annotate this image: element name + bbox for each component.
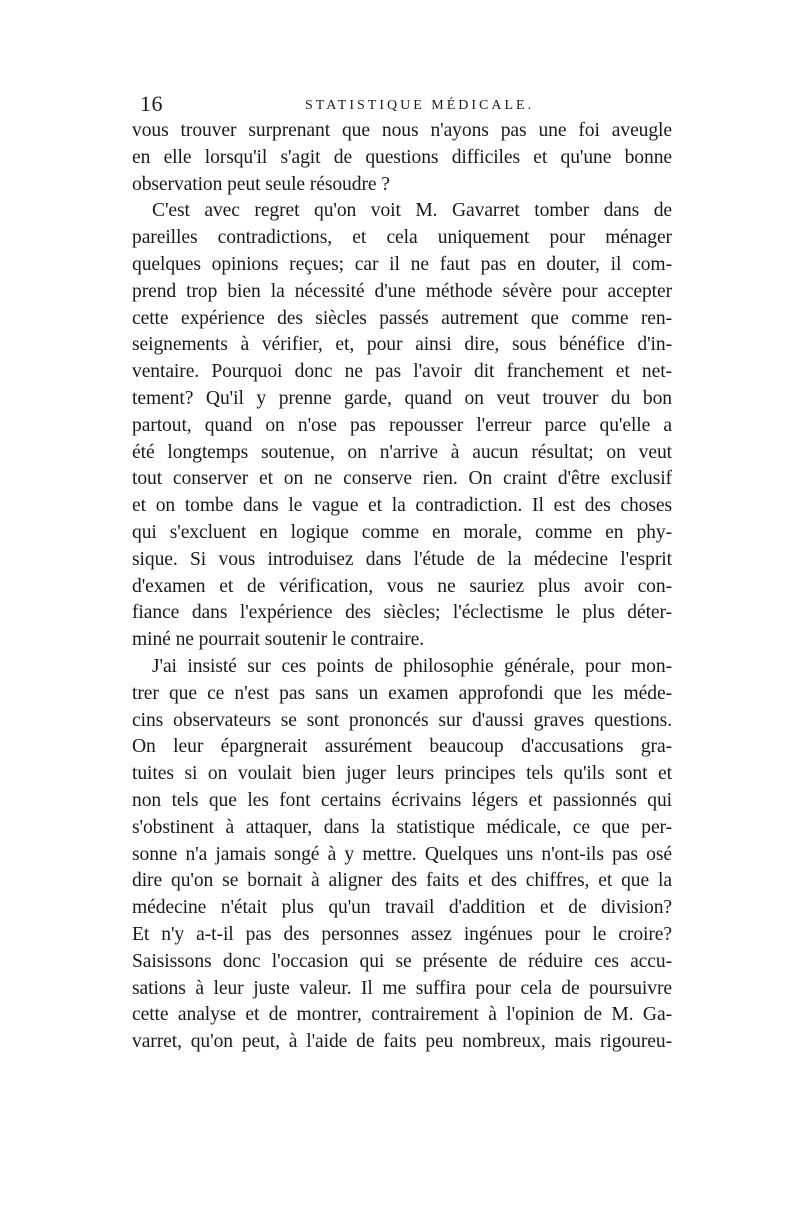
page-number: 16: [140, 91, 163, 116]
text-line: seignements à vérifier, et, pour ainsi dire, sous bénéfice d'in-: [132, 334, 672, 356]
text-line: On leur épargnerait assurément beaucoup d'accusations gra-: [132, 736, 672, 758]
text-line: sique. Si vous introduisez dans l'étude de la médecine l'esprit: [132, 548, 672, 570]
text-line: partout, quand on n'ose pas repousser l'erreur parce qu'elle a: [132, 414, 672, 436]
text-line: sations à leur juste valeur. Il me suffira pour cela de poursuivre: [132, 977, 672, 999]
text-line: ventaire. Pourquoi donc ne pas l'avoir dit franchement et net-: [132, 361, 672, 383]
body-text: [132, 118, 672, 1056]
text-line: qui s'excluent en logique comme en morale, comme en phy-: [132, 521, 672, 543]
text-line: et on tombe dans le vague et la contradiction. Il est des choses: [132, 495, 672, 517]
text-line: tout conserver et on ne conserve rien. On craint d'être exclusif: [132, 468, 672, 490]
text-line: en elle lorsqu'il s'agit de questions difficiles et qu'une bonne: [132, 146, 672, 168]
text-line: d'examen et de vérification, vous ne sauriez plus avoir con-: [132, 575, 672, 597]
text-line: vous trouver surprenant que nous n'ayons pas une foi aveugle: [132, 120, 672, 141]
text-line: tuites si on voulait bien juger leurs principes tels qu'ils sont et: [132, 763, 672, 785]
text-line: cette analyse et de montrer, contrairement à l'opinion de M. Ga-: [132, 1004, 672, 1026]
text-line: été longtemps soutenue, on n'arrive à aucun résultat; on veut: [132, 441, 672, 463]
text-line: Saisissons donc l'occasion qui se présente de réduire ces accu-: [132, 950, 672, 972]
text-line: cins observateurs se sont prononcés sur d'aussi graves questions.: [132, 709, 672, 731]
running-title: STATISTIQUE MÉDICALE.: [305, 98, 535, 113]
text-line: observation peut seule résoudre ?: [132, 173, 390, 195]
text-line: Et n'y a-t-il pas des personnes assez ingénues pour le croire?: [132, 923, 672, 945]
text-line: s'obstinent à attaquer, dans la statistique médicale, ce que per-: [132, 816, 672, 838]
text-line: prend trop bien la nécessité d'une méthode sévère pour accepter: [132, 280, 672, 302]
text-line: fiance dans l'expérience des siècles; l'éclectisme le plus déter-: [132, 602, 672, 624]
text-line: cette expérience des siècles passés autrement que comme ren-: [132, 307, 672, 329]
paragraph-start-line: J'ai insisté sur ces points de philosophie générale, pour mon-: [152, 655, 672, 677]
running-head: [130, 92, 672, 116]
text-line: varret, qu'on peut, à l'aide de faits peu nombreux, mais rigoureu-: [132, 1031, 672, 1053]
text-line: tement? Qu'il y prenne garde, quand on veut trouver du bon: [132, 387, 672, 409]
text-line: médecine n'était plus qu'un travail d'addition et de division?: [132, 897, 672, 919]
text-line: quelques opinions reçues; car il ne faut pas en douter, il com-: [132, 253, 672, 275]
text-line: non tels que les font certains écrivains légers et passionnés qui: [132, 789, 672, 811]
text-line: miné ne pourrait soutenir le contraire.: [132, 629, 425, 651]
text-line: pareilles contradictions, et cela uniquement pour ménager: [132, 227, 672, 249]
text-line: dire qu'on se bornait à aligner des faits et des chiffres, et que la: [132, 870, 672, 892]
text-line: sonne n'a jamais songé à y mettre. Quelques uns n'ont-ils pas osé: [132, 843, 672, 865]
paragraph-start-line: C'est avec regret qu'on voit M. Gavarret tomber dans de: [152, 200, 672, 222]
text-line: trer que ce n'est pas sans un examen approfondi que les méde-: [132, 682, 672, 704]
